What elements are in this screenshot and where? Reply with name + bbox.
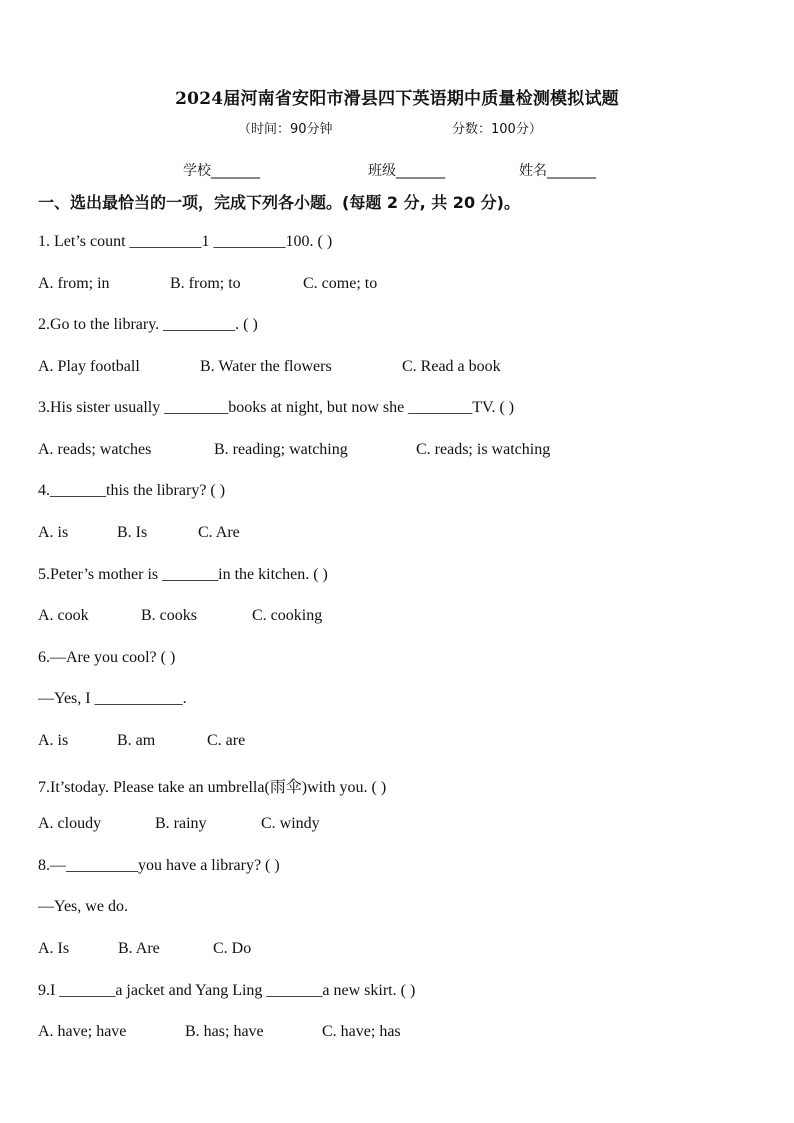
q6-option-c: C. are [207,732,246,749]
q5-option-c: C. cooking [252,607,323,624]
exam-title: 2024届河南省安阳市滑县四下英语期中质量检测模拟试题 [175,89,619,109]
q7-option-a: A. cloudy [38,815,102,832]
q5-option-b: B. cooks [141,607,197,624]
class-field: 班级_______ [368,163,445,179]
q3-option-b: B. reading; watching [214,441,348,458]
q2-option-a: A. Play football [38,358,140,375]
question-6-answer-line: —Yes, I ___________. [38,690,187,707]
q2-option-b: B. Water the flowers [200,358,332,375]
q1-option-a: A. from; in [38,275,110,292]
question-4: 4._______this the library? ( ) [38,482,226,499]
q9-option-c: C. have; has [322,1023,401,1040]
q1-option-b: B. from; to [170,275,241,292]
question-5: 5.Peter’s mother is _______in the kitchen. ( ) [38,566,328,583]
question-3: 3.His sister usually ________books at night, but now she ________TV. ( ) [38,399,515,416]
q9-option-b: B. has; have [185,1023,264,1040]
question-2: 2.Go to the library. _________. ( ) [38,316,258,333]
question-8: 8.—_________you have a library? ( ) [38,857,280,874]
q7-option-b: B. rainy [155,815,207,832]
section-heading: 一、选出最恰当的一项，完成下列各小题。(每题 2 分, 共 20 分)。 [38,193,520,212]
q8-option-b: B. Are [118,940,160,957]
name-field: 姓名_______ [519,163,596,179]
question-8-answer-line: —Yes, we do. [38,898,128,915]
q9-option-a: A. have; have [38,1023,127,1040]
q6-option-a: A. is [38,732,69,749]
q3-option-c: C. reads; is watching [416,441,551,458]
q2-option-c: C. Read a book [402,358,501,375]
q1-option-c: C. come; to [303,275,378,292]
q7-option-c: C. windy [261,815,320,832]
question-1: 1. Let’s count _________1 _________100. ( ) [38,233,333,250]
question-9: 9.I _______a jacket and Yang Ling _______a new skirt. ( ) [38,982,416,999]
q8-option-c: C. Do [213,940,252,957]
q4-option-c: C. Are [198,524,240,541]
exam-score: 分数：100分） [452,122,542,137]
question-7: 7.It’stoday. Please take an umbrella(雨伞)with you. ( ) [38,779,387,796]
q8-option-a: A. Is [38,940,70,957]
school-field: 学校_______ [183,163,260,179]
question-6: 6.—Are you cool? ( ) [38,649,176,666]
q6-option-b: B. am [117,732,156,749]
q3-option-a: A. reads; watches [38,441,152,458]
q4-option-a: A. is [38,524,69,541]
exam-time: （时间：90分钟 [238,122,333,137]
q5-option-a: A. cook [38,607,89,624]
q4-option-b: B. Is [117,524,148,541]
